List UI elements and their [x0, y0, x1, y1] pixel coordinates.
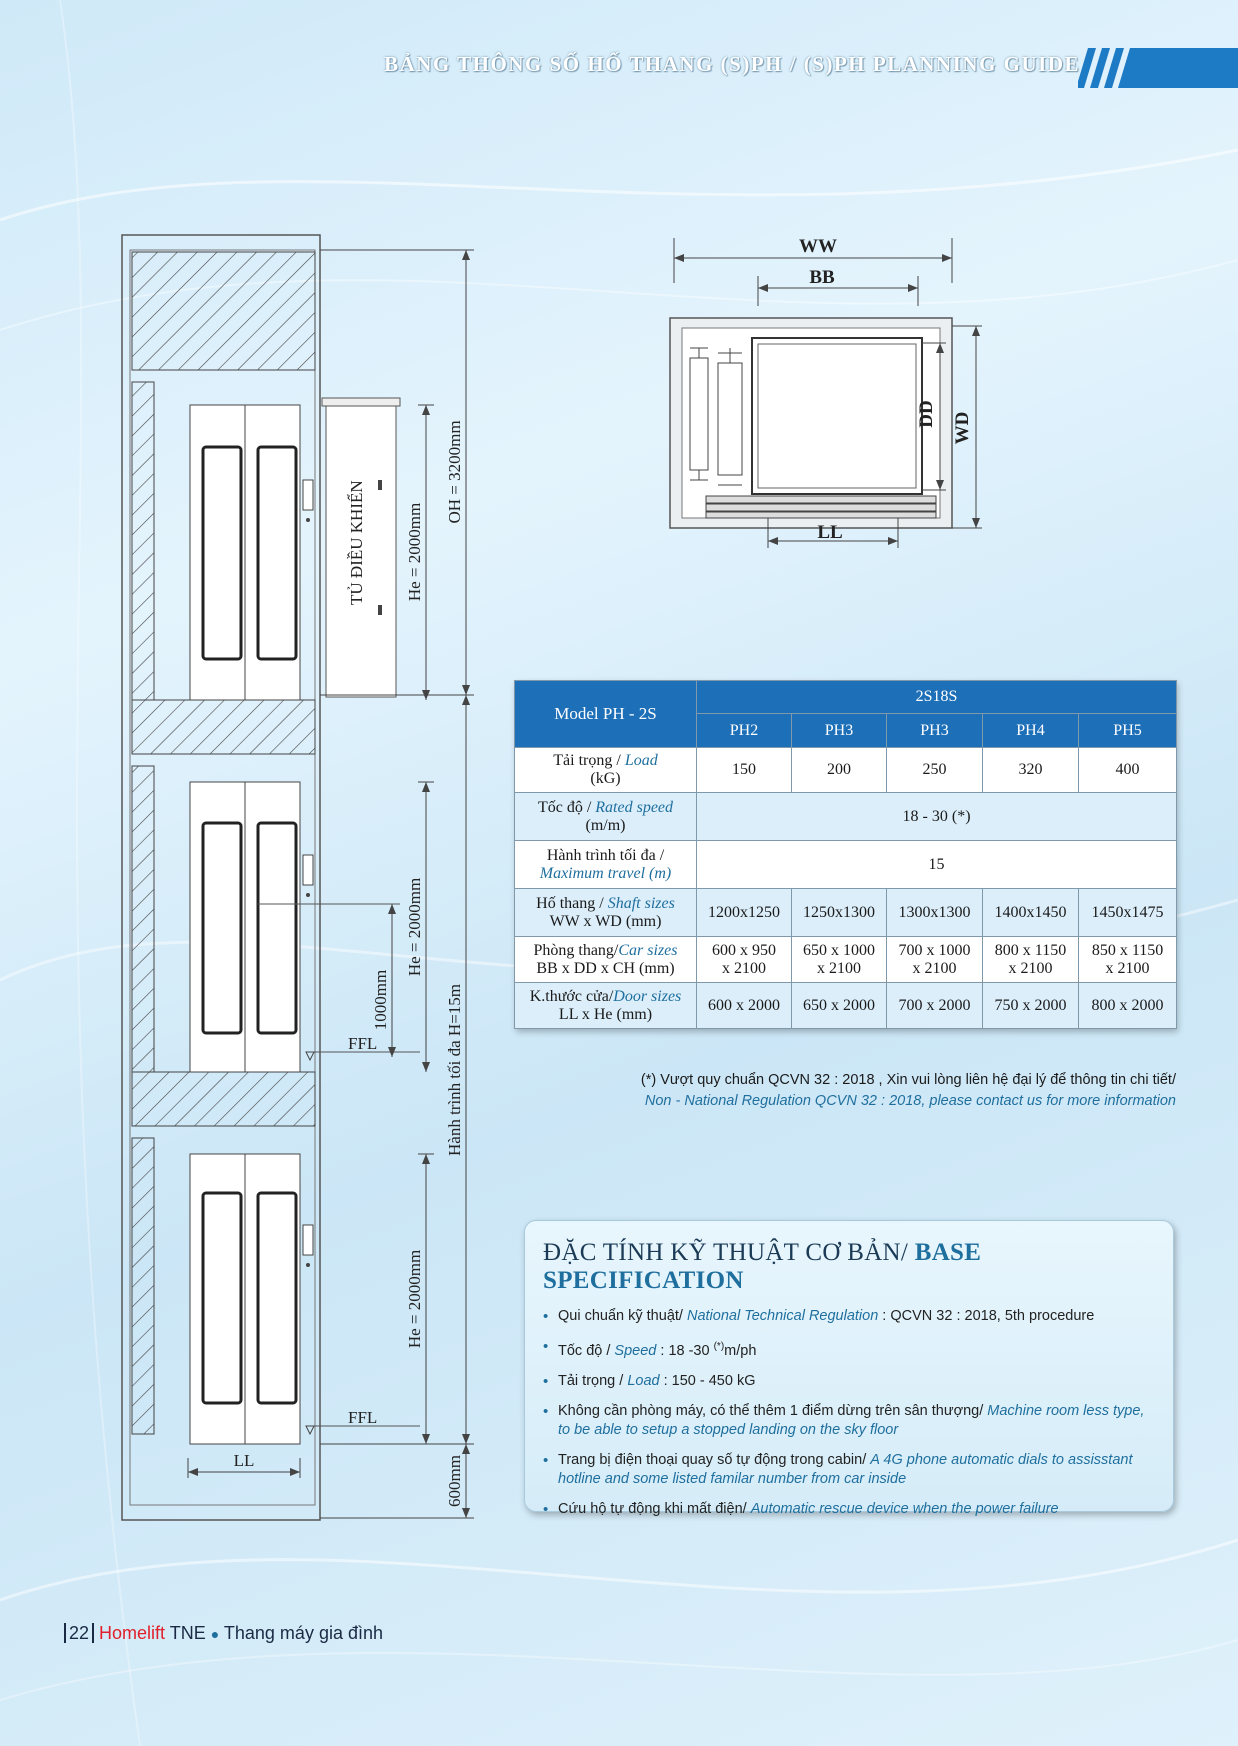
table-cell: 200	[792, 748, 887, 793]
table-cell: 15	[697, 841, 1177, 889]
spec-item-rescue: • Cứu hộ tự động khi mất điện/ Automatic rescue device when the power failure	[543, 1500, 1157, 1519]
row-label: K.thước cửa/Door sizes LL x He (mm)	[515, 983, 697, 1029]
table-cell: 18 - 30 (*)	[697, 793, 1177, 841]
table-row-door	[515, 983, 1177, 1029]
brand-name: Homelift	[99, 1623, 166, 1643]
dim-dd: DD	[916, 400, 937, 428]
page-footer	[64, 1623, 383, 1644]
table-cell: 600 x 950 x 2100	[697, 937, 792, 983]
table-cell: 1250x1300	[792, 889, 887, 937]
dim-ll-plan: LL	[817, 522, 843, 543]
planning-spec-table	[514, 680, 1176, 1029]
model-col: PH3	[792, 714, 887, 748]
model-header: Model PH - 2S	[515, 681, 697, 748]
table-cell: 650 x 2000	[792, 983, 887, 1029]
dim-he-3: He = 2000mm	[405, 1249, 424, 1349]
spec-item-regulation: • Qui chuẩn kỹ thuật/ National Technical Regulation : QCVN 32 : 2018, 5th procedure	[543, 1307, 1157, 1326]
spec-item-machine-room: • Không cần phòng máy, có thể thêm 1 điểm dừng trên sân thượng/ Machine room less type, to be able to setup a stopped landing on the sky floor	[543, 1402, 1157, 1440]
model-col: PH3	[887, 714, 983, 748]
row-label: Hố thang / Shaft sizes WW x WD (mm)	[515, 889, 697, 937]
model-col: PH5	[1079, 714, 1177, 748]
table-cell: 400	[1079, 748, 1177, 793]
table-cell: 800 x 2000	[1079, 983, 1177, 1029]
dim-overhead: OH = 3200mm	[445, 420, 464, 524]
footnote-line-en: Non - National Regulation QCVN 32 : 2018, please contact us for more information	[644, 1093, 1176, 1109]
shaft-elevation-drawing	[100, 230, 500, 1530]
table-cell: 320	[983, 748, 1079, 793]
spec-item-speed: • Tốc độ / Speed : 18 -30 (*)m/ph	[543, 1337, 1157, 1361]
row-label: Hành trình tối đa / Maximum travel (m)	[515, 841, 697, 889]
control-cabinet-label: TỦ ĐIỀU KHIỂN	[347, 480, 366, 605]
table-cell: 600 x 2000	[697, 983, 792, 1029]
table-cell: 1200x1250	[697, 889, 792, 937]
base-specification-box	[524, 1220, 1174, 1517]
dim-ll-shaft: LL	[233, 1451, 255, 1470]
table-row-travel	[515, 841, 1177, 889]
table-cell: 1450x1475	[1079, 889, 1177, 937]
footnote-line-vi: (*) Vượt quy chuẩn QCVN 32 : 2018 , Xin vui lòng liên hệ đại lý để thông tin chi tiết/	[640, 1072, 1176, 1088]
table-cell: 800 x 1150 x 2100	[983, 937, 1079, 983]
group-header: 2S18S	[697, 681, 1177, 714]
table-cell: 150	[697, 748, 792, 793]
dim-ww: WW	[799, 236, 837, 257]
ffl-label-1: FFL	[348, 1034, 378, 1053]
table-cell: 650 x 1000 x 2100	[792, 937, 887, 983]
table-row-speed	[515, 793, 1177, 841]
ffl-label-2: FFL	[348, 1408, 378, 1427]
dim-pit-depth: 600mm	[445, 1455, 464, 1507]
table-footnote	[500, 1070, 1176, 1112]
table-cell: 250	[887, 748, 983, 793]
dim-he-1: He = 2000mm	[405, 502, 424, 602]
model-col: PH2	[697, 714, 792, 748]
dim-bb: BB	[809, 267, 835, 288]
table-cell: 850 x 1150 x 2100	[1079, 937, 1177, 983]
spec-item-load: • Tải trọng / Load : 150 - 450 kG	[543, 1372, 1157, 1391]
model-col: PH4	[983, 714, 1079, 748]
table-cell: 1300x1300	[887, 889, 983, 937]
table-cell: 700 x 1000 x 2100	[887, 937, 983, 983]
table-row-shaft	[515, 889, 1177, 937]
table-row-car	[515, 937, 1177, 983]
dim-max-travel: Hành trình tối đa H=15m	[445, 983, 464, 1157]
header-stripes-decoration	[1078, 48, 1238, 88]
page-title: BẢNG THÔNG SỐ HỐ THANG (S)PH / (S)PH PLANNING GUIDE	[384, 52, 1080, 76]
row-label: Tải trọng / Load (kG)	[515, 748, 697, 793]
table-row-load	[515, 748, 1177, 793]
dim-he-2: He = 2000mm	[405, 877, 424, 977]
spec-item-phone: • Trang bị điện thoại quay số tự động trong cabin/ A 4G phone automatic dials to assisstant hotline and some listed familar number from car inside	[543, 1451, 1157, 1489]
brand-suffix: TNE	[165, 1623, 211, 1643]
table-cell: 700 x 2000	[887, 983, 983, 1029]
table-cell: 1400x1450	[983, 889, 1079, 937]
page-number: 22	[64, 1623, 94, 1643]
dim-wd: WD	[952, 411, 973, 445]
dim-1000mm: 1000mm	[371, 969, 390, 1031]
bullet-icon: ●	[210, 1626, 220, 1642]
shaft-plan-drawing	[640, 228, 1040, 618]
base-specification-title: ĐẶC TÍNH KỸ THUẬT CƠ BẢN/ BASE SPECIFICATION	[543, 1239, 982, 1294]
footer-tagline: Thang máy gia đình	[219, 1623, 383, 1643]
row-label: Phòng thang/Car sizes BB x DD x CH (mm)	[515, 937, 697, 983]
row-label: Tốc độ / Rated speed (m/m)	[515, 793, 697, 841]
table-cell: 750 x 2000	[983, 983, 1079, 1029]
